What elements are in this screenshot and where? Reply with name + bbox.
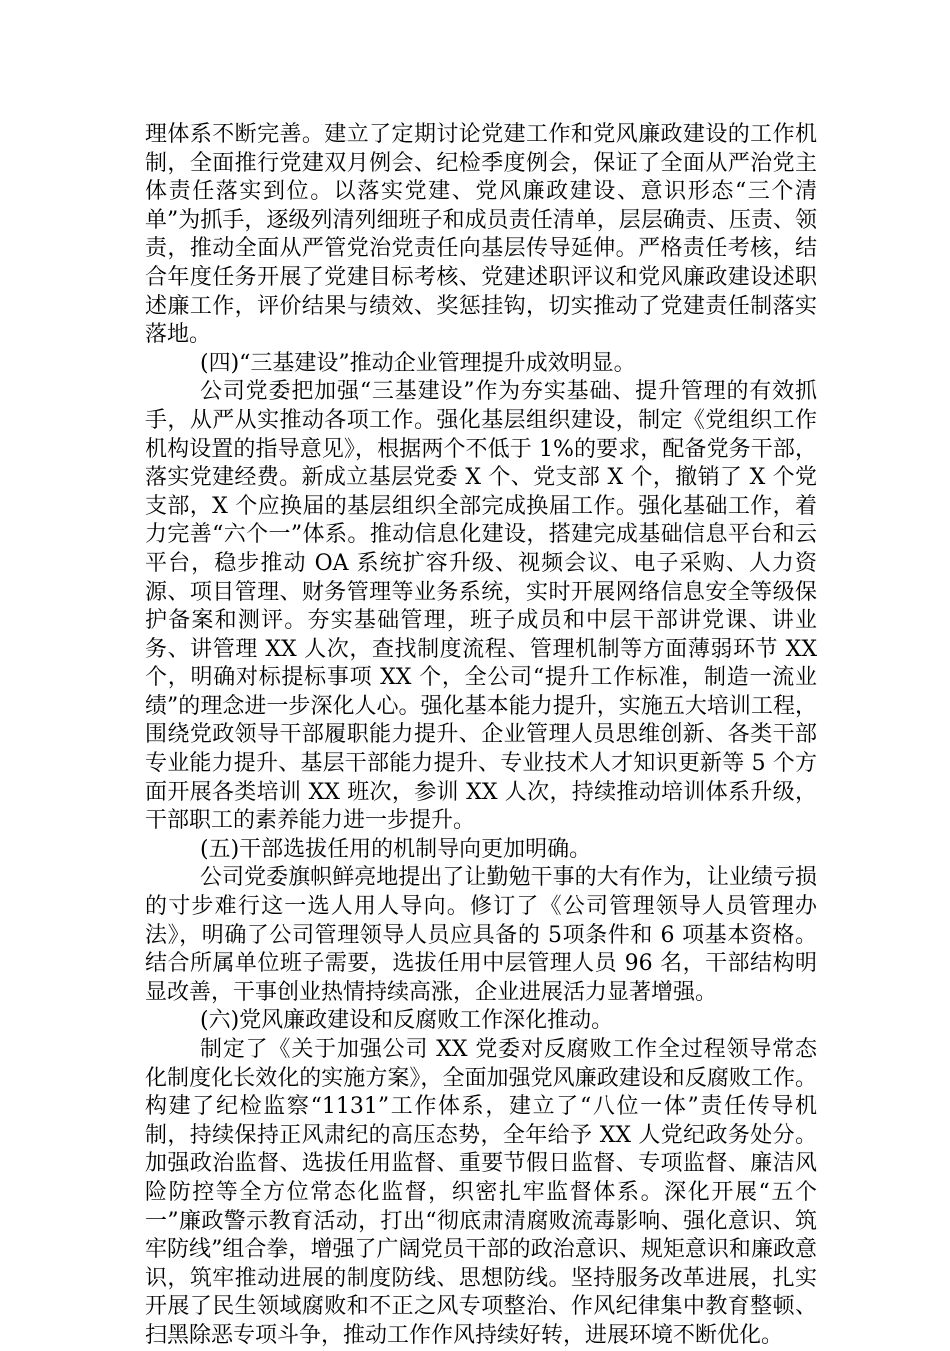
section-heading: (六)党风廉政建设和反腐败工作深化推动。 — [200, 1008, 614, 1034]
section-heading: (四)“三基建设”推动企业管理提升成效明显。 — [200, 350, 636, 376]
document-page — [145, 121, 817, 1351]
paragraph-body: 制定了《关于加强公司 XX 党委对反腐败工作全过程领导常态化制度化长效化的实施方案》，全面加强党风廉政建设和反腐败工作。构建了纪检监察“1131”工作体系，建立了“八位一体”责任传导机制，持续保持正风肃纪的高压态势，全年给予 XX 人党纪政务处分。加强政治监督、选拔任用监督、重要节假日监督、专项监督、廉洁风险防控等全方位常态化监督，织密扎牢监督体系。深化开展“五个一”廉政警示教育活动，打出“彻底肃清腐败流毒影响、强化意识、筑牢防线”组合拳，增强了广阔党员干部的政治意识、规矩意识和廉政意识，筑牢推动进展的制度防线、思想防线。坚持服务改革进展，扎实开展了民生领域腐败和不正之风专项整治、作风纪律集中教育整顿、扫黑除恶专项斗争，推动工作作风持续好转，进展环境不断优化。 — [145, 1037, 817, 1348]
paragraph-body: 公司党委旗帜鲜亮地提出了让勤勉干事的大有作为，让业绩亏损的寸步难行这一选人用人导向。修订了《公司管理领导人员管理办法》，明确了公司管理领导人员应具备的 5项条件和 6 项基本资格。结合所属单位班子需要，选拔任用中层管理人员 96 名，干部结构明显改善，干事创业热情持续高涨，企业进展活力显著增强。 — [145, 865, 817, 1005]
paragraph-body: 理体系不断完善。建立了定期讨论党建工作和党风廉政建设的工作机制，全面推行党建双月例会、纪检季度例会，保证了全面从严治党主体责任落实到位。以落实党建、党风廉政建设、意识形态“三个清单”为抓手，逐级列清列细班子和成员责任清单，层层确责、压责、领责，推动全面从严管党治党责任向基层传导延伸。严格责任考核，结合年度任务开展了党建目标考核、党建述职评议和党风廉政建设述职述廉工作，评价结果与绩效、奖惩挂钩，切实推动了党建责任制落实落地。 — [145, 122, 817, 348]
section-heading: (五)干部选拔任用的机制导向更加明确。 — [200, 836, 592, 862]
paragraph-body: 公司党委把加强“三基建设”作为夯实基础、提升管理的有效抓手，从严从实推动各项工作。强化基层组织建设，制定《党组织工作机构设置的指导意见》，根据两个不低于 1%的要求，配备党务干部，落实党建经费。新成立基层党委 X 个、党支部 X 个，撤销了 X 个党支部，X 个应换届的基层组织全部完成换届工作。强化基础工作，着力完善“六个一”体系。推动信息化建设，搭建完成基础信息平台和云平台，稳步推动 OA 系统扩容升级、视频会议、电子采购、人力资源、项目管理、财务管理等业务系统，实时开展网络信息安全等级保护备案和测评。夯实基础管理，班子成员和中层干部讲党课、讲业务、讲管理 XX 人次，查找制度流程、管理机制等方面薄弱环节 XX 个，明确对标提标事项 XX 个，全公司“提升工作标准，制造一流业绩”的理念进一步深化人心。强化基本能力提升，实施五大培训工程，围绕党政领导干部履职能力提升、企业管理人员思维创新、各类干部专业能力提升、基层干部能力提升、专业技术人才知识更新等 5 个方面开展各类培训 XX 班次，参训 XX 人次，持续推动培训体系升级，干部职工的素养能力进一步提升。 — [145, 379, 817, 834]
